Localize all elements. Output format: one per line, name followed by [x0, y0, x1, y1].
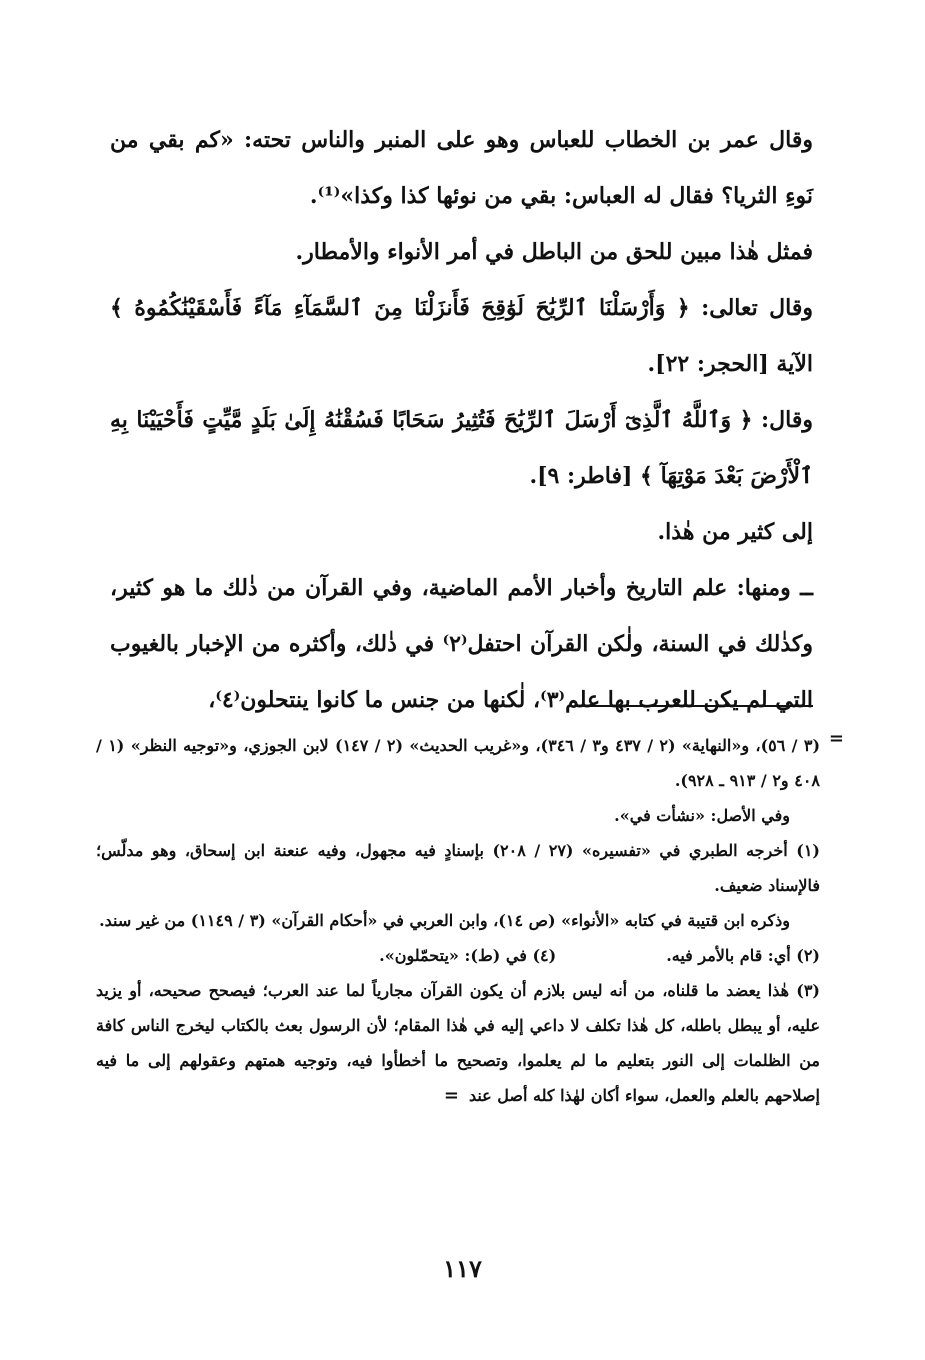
footnote-2: (٢) أي: قام بالأمر فيه.	[666, 946, 820, 965]
paragraph-anwaa: فمثل هٰذا مبين للحق من الباطل في أمر الأنواء والأمطار.	[295, 239, 813, 265]
footnote-1: (١) أخرجه الطبري في «تفسيره» (٢٧ / ٢٠٨) بإسنادٍ فيه مجهول، وفيه عنعنة ابن إسحاق، وهو مدلّس؛ فالإسناد ضعيف.	[96, 841, 820, 895]
continuation-marker-start: =	[828, 728, 844, 749]
footnote-4: (٤) في (ط): «يتحمّلون».	[379, 946, 557, 965]
footnote-3: (٣) هٰذا يعضد ما قلناه، من أنه ليس بلازم أن يكون القرآن مجارياً لما عند العرب؛ فيصحح صحيحه، أو يزيد عليه، أو يبطل باطله، كل هٰذا تكلف لا داعي إليه في هٰذا المقام؛ لأن الرسول بعث بالكتاب ليخرج الناس كافة من الظلمات إلى النور بتعليم ما لم يعلموا، وتصحيح ما أخطأوا فيه، وتوجيه همتهم وعقولهم إلى ما فيه إصلاحهم بالعلم والعمل، سواء أكان لهٰذا كله أصل عند=	[96, 981, 820, 1106]
footnotes	[96, 728, 844, 1113]
footnote-2-and-4	[96, 938, 820, 973]
continuation-marker-end: =	[443, 1085, 459, 1106]
footnote-continuation: (٣ / ٥٦)، و«النهاية» (٢ / ٤٣٧ و٣ / ٣٤٦)، و«غريب الحديث» (٢ / ١٤٧) لابن الجوزي، و«توجيه النظر» (١ / ٤٠٨ و٢ / ٩١٣ ـ ٩٢٨).	[96, 736, 821, 790]
paragraph-umar-quote: وقال عمر بن الخطاب للعباس وهو على المنبر والناس تحته: «كم بقي من نَوءِ الثريا؟ فقال له العباس: بقي من نوئها كذا وكذا»⁽¹⁾.	[110, 127, 813, 209]
paragraph-quran-hijr: وقال تعالى: ﴿ وَأَرْسَلْنَا ٱلرِّيَٰحَ لَوَٰقِحَ فَأَنزَلْنَا مِنَ ٱلسَّمَآءِ مَآءً فَأَسْقَيْنَٰكُمُوهُ ﴾ الآية [الحجر: ٢٢].	[110, 295, 813, 377]
main-text	[110, 112, 813, 728]
footnote-1-more: وذكره ابن قتيبة في كتابه «الأنواء» (ص ١٤)، وابن العربي في «أحكام القرآن» (٣ / ١١٤٩) من غير سند.	[99, 911, 790, 930]
footnote-original-variant: وفي الأصل: «نشأت في».	[614, 806, 790, 825]
paragraph-quran-fatir: وقال: ﴿ وَٱللَّهُ ٱلَّذِىٓ أَرْسَلَ ٱلرِّيَٰحَ فَتُثِيرُ سَحَابًا فَسُقْنَٰهُ إِلَىٰ بَلَدٍ مَّيِّتٍ فَأَحْيَيْنَا بِهِ ٱلْأَرْضَ بَعْدَ مَوْتِهَآ ﴾ [فاطر: ٩].	[110, 407, 813, 489]
paragraph-ila-kathir: إلى كثير من هٰذا.	[657, 519, 813, 545]
paragraph-history: ــ ومنها: علم التاريخ وأخبار الأمم الماضية، وفي القرآن من ذٰلك ما هو كثير، وكذٰلك في السنة، ولٰكن القرآن احتفل⁽٢⁾ في ذٰلك، وأكثره من الإخبار بالغيوب التي لم يكن للعرب بها علم⁽٣⁾، لٰكنها من جنس ما كانوا ينتحلون⁽٤⁾،	[110, 575, 813, 713]
footnote-separator	[583, 705, 813, 707]
page-number: ١١٧	[443, 1254, 482, 1283]
